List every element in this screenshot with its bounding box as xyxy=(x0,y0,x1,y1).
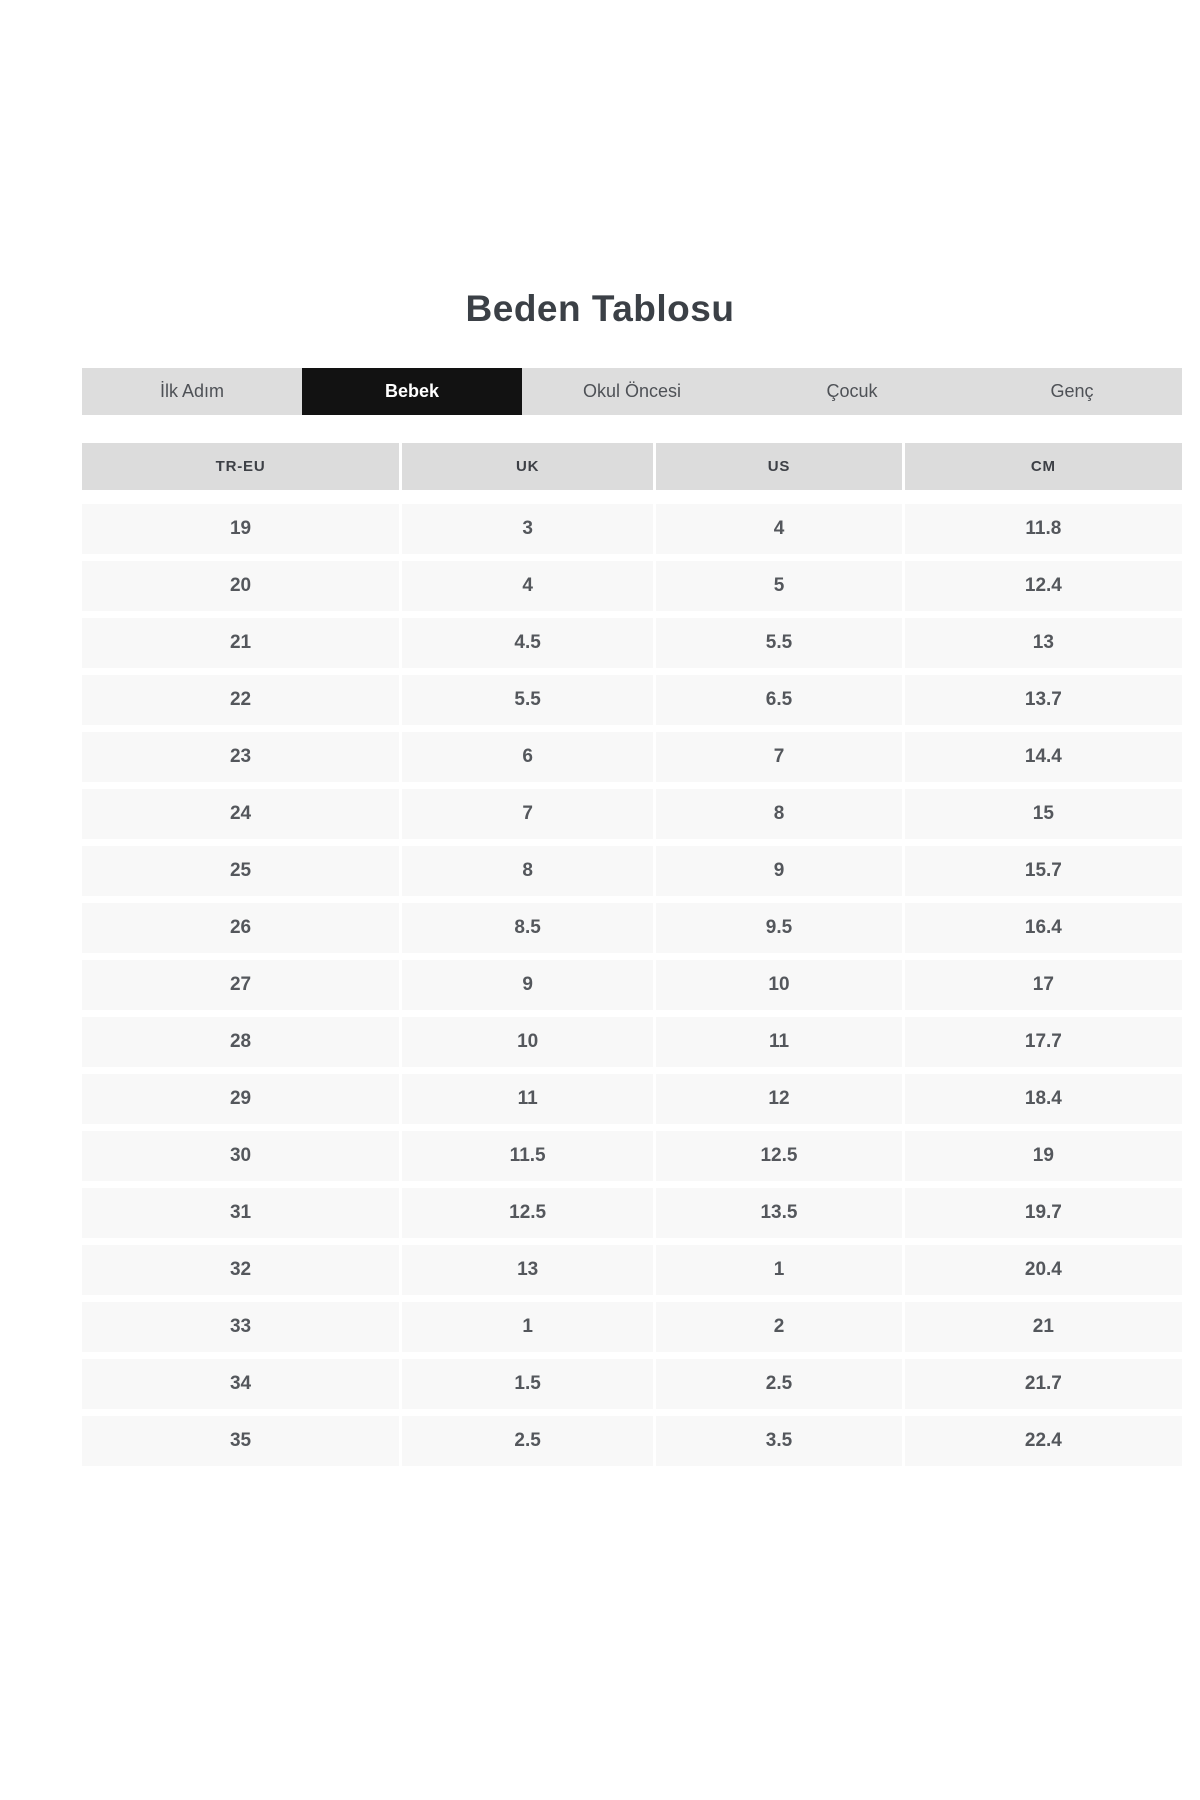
table-cell-uk: 8 xyxy=(402,846,656,896)
table-cell-us: 9 xyxy=(656,846,905,896)
size-category-tabs xyxy=(82,368,1182,415)
table-cell-us: 6.5 xyxy=(656,675,905,725)
table-cell-uk: 12.5 xyxy=(402,1188,656,1238)
table-cell-us: 1 xyxy=(656,1245,905,1295)
table-cell-us: 2.5 xyxy=(656,1359,905,1409)
size-table-body xyxy=(82,504,1182,1466)
table-cell-tr-eu: 33 xyxy=(82,1302,402,1352)
table-cell-us: 13.5 xyxy=(656,1188,905,1238)
table-cell-tr-eu: 35 xyxy=(82,1416,402,1466)
table-cell-tr-eu: 20 xyxy=(82,561,402,611)
table-cell-tr-eu: 28 xyxy=(82,1017,402,1067)
table-cell-tr-eu: 31 xyxy=(82,1188,402,1238)
table-cell-us: 11 xyxy=(656,1017,905,1067)
table-cell-cm: 13 xyxy=(905,618,1182,668)
table-cell-cm: 11.8 xyxy=(905,504,1182,554)
table-row xyxy=(82,1188,1182,1238)
table-cell-tr-eu: 25 xyxy=(82,846,402,896)
table-cell-us: 12 xyxy=(656,1074,905,1124)
tab-bebek[interactable]: Bebek xyxy=(302,368,522,415)
table-row xyxy=(82,561,1182,611)
table-cell-uk: 13 xyxy=(402,1245,656,1295)
table-cell-us: 8 xyxy=(656,789,905,839)
table-row xyxy=(82,960,1182,1010)
table-cell-tr-eu: 30 xyxy=(82,1131,402,1181)
table-cell-cm: 19 xyxy=(905,1131,1182,1181)
table-cell-us: 7 xyxy=(656,732,905,782)
table-row xyxy=(82,1245,1182,1295)
table-cell-cm: 21 xyxy=(905,1302,1182,1352)
table-cell-uk: 9 xyxy=(402,960,656,1010)
table-row xyxy=(82,846,1182,896)
table-cell-us: 3.5 xyxy=(656,1416,905,1466)
tab-genc[interactable]: Genç xyxy=(1050,381,1094,401)
table-cell-tr-eu: 29 xyxy=(82,1074,402,1124)
table-cell-cm: 17 xyxy=(905,960,1182,1010)
table-cell-uk: 1 xyxy=(402,1302,656,1352)
table-cell-cm: 19.7 xyxy=(905,1188,1182,1238)
table-row xyxy=(82,1359,1182,1409)
table-row xyxy=(82,1302,1182,1352)
table-cell-us: 2 xyxy=(656,1302,905,1352)
table-row xyxy=(82,618,1182,668)
column-header-us: US xyxy=(656,443,905,490)
table-cell-uk: 7 xyxy=(402,789,656,839)
table-row xyxy=(82,1416,1182,1466)
table-cell-us: 12.5 xyxy=(656,1131,905,1181)
table-cell-cm: 12.4 xyxy=(905,561,1182,611)
table-row xyxy=(82,1074,1182,1124)
tab-okul-oncesi[interactable]: Okul Öncesi xyxy=(582,381,682,401)
table-cell-uk: 6 xyxy=(402,732,656,782)
table-cell-uk: 5.5 xyxy=(402,675,656,725)
table-cell-cm: 20.4 xyxy=(905,1245,1182,1295)
table-cell-us: 5 xyxy=(656,561,905,611)
page-title: Beden Tablosu xyxy=(465,288,735,329)
table-cell-cm: 16.4 xyxy=(905,903,1182,953)
table-row xyxy=(82,903,1182,953)
table-cell-us: 4 xyxy=(656,504,905,554)
size-table xyxy=(82,443,1182,1473)
table-cell-cm: 15 xyxy=(905,789,1182,839)
table-cell-tr-eu: 32 xyxy=(82,1245,402,1295)
table-row xyxy=(82,789,1182,839)
column-header-uk: UK xyxy=(402,443,656,490)
table-cell-uk: 11.5 xyxy=(402,1131,656,1181)
table-cell-uk: 1.5 xyxy=(402,1359,656,1409)
table-cell-uk: 3 xyxy=(402,504,656,554)
tab-ilk-adim[interactable]: İlk Adım xyxy=(159,381,225,401)
table-cell-uk: 8.5 xyxy=(402,903,656,953)
table-cell-uk: 2.5 xyxy=(402,1416,656,1466)
table-cell-cm: 21.7 xyxy=(905,1359,1182,1409)
table-cell-uk: 4.5 xyxy=(402,618,656,668)
table-row xyxy=(82,675,1182,725)
table-cell-tr-eu: 34 xyxy=(82,1359,402,1409)
table-cell-us: 5.5 xyxy=(656,618,905,668)
table-cell-tr-eu: 21 xyxy=(82,618,402,668)
table-cell-tr-eu: 24 xyxy=(82,789,402,839)
table-cell-uk: 11 xyxy=(402,1074,656,1124)
table-row xyxy=(82,504,1182,554)
table-cell-tr-eu: 26 xyxy=(82,903,402,953)
table-cell-cm: 17.7 xyxy=(905,1017,1182,1067)
table-row xyxy=(82,1131,1182,1181)
column-header-tr-eu: TR-EU xyxy=(82,443,402,490)
table-cell-us: 9.5 xyxy=(656,903,905,953)
table-cell-tr-eu: 23 xyxy=(82,732,402,782)
table-cell-cm: 13.7 xyxy=(905,675,1182,725)
table-cell-tr-eu: 19 xyxy=(82,504,402,554)
table-cell-us: 10 xyxy=(656,960,905,1010)
table-cell-tr-eu: 22 xyxy=(82,675,402,725)
table-cell-tr-eu: 27 xyxy=(82,960,402,1010)
size-table-header xyxy=(82,443,1182,490)
table-cell-cm: 18.4 xyxy=(905,1074,1182,1124)
table-row xyxy=(82,1017,1182,1067)
table-cell-cm: 15.7 xyxy=(905,846,1182,896)
table-cell-cm: 22.4 xyxy=(905,1416,1182,1466)
table-row xyxy=(82,732,1182,782)
table-cell-cm: 14.4 xyxy=(905,732,1182,782)
column-header-cm: CM xyxy=(905,443,1182,490)
table-cell-uk: 4 xyxy=(402,561,656,611)
table-cell-uk: 10 xyxy=(402,1017,656,1067)
tab-cocuk[interactable]: Çocuk xyxy=(826,381,878,401)
